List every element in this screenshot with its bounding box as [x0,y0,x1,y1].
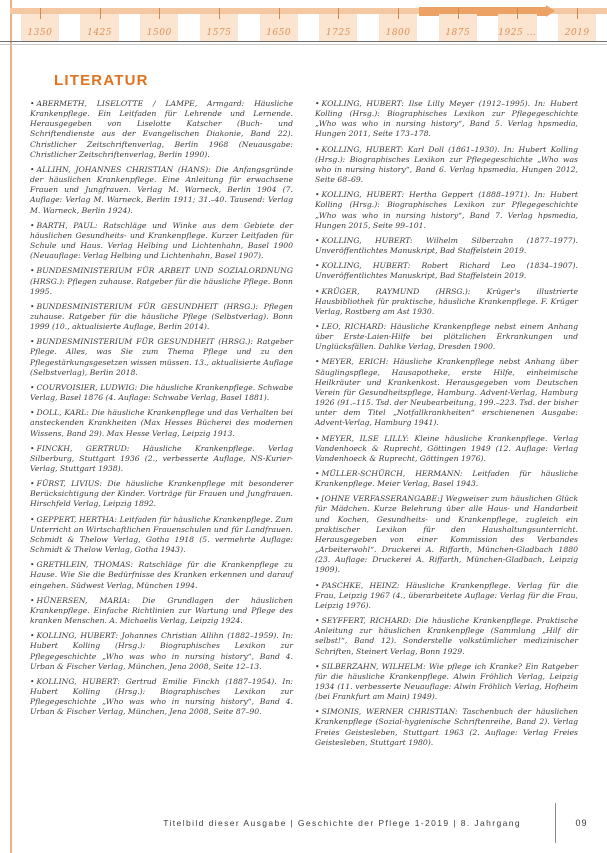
timeline [0,0,607,46]
timeline-rule-light [0,44,607,45]
timeline-year-label: 1800 [385,28,411,38]
bibliography-entry [30,560,293,590]
page-number: 09 [575,817,588,828]
timeline-year [368,14,428,41]
entry-text: KOLLING, HUBERT: Gertrud Emilie Finckh (1887–1954). In: Hubert Kolling (Hrsg.): Biographisches Lexikon zur Pflegegeschichte „Who was who in nursing history“, Band 4. Urban & Fischer Verlag, München, Jena 2008, Seite 87–90. [30,676,293,717]
timeline-tick-icon [279,8,280,19]
entry-bullet-icon: • [30,337,35,347]
entry-text: ALLIHN, JOHANNES CHRISTIAN (HANS): Die Anfangsgründe der häuslichen Krankenpflege. Eine Anleitung für erwachsene Frauen und Jungfrauen. Verlag M. Warneck, Berlin 1904 (7. Auflage: Verlag M. Warneck, Berlin 1911; 31.–40. Tausend: Verlag M. Warneck, Berlin 1924). [30,164,293,215]
entry-bullet-icon: • [315,235,320,245]
timeline-year [70,14,130,41]
entry-text: LEO, RICHARD: Häusliche Krankenpflege nebst einem Anhang über Erste-Laien-Hilfe bei plötzlichen Erkrankungen und Unglücksfällen. Dahlke Verlag, Dresden 1900. [315,321,578,352]
entry-bullet-icon: • [315,99,320,108]
footer-caption: Titelbild dieser Ausgabe | Geschichte der Pflege 1-2019 | 8. Jahrgang [163,817,521,828]
bibliography-entry [315,190,578,231]
bibliography-entry [30,99,293,160]
entry-text: BUNDESMINISTERIUM FÜR GESUNDHEIT (HRSG.): Pflegen zuhause. Ratgeber für die häusliche Pflege (Selbstverlag). Bonn 1999 (10., aktualisierte Auflage, Berlin 2014). [30,301,293,332]
timeline-year-label: 1500 [146,28,172,38]
timeline-year-label: 1725 [325,28,351,38]
entry-bullet-icon: • [30,220,35,230]
bibliography-entry [30,408,293,438]
entry-text: HÜNERSEN, MARIA: Die Grundlagen der häuslichen Krankenpflege. Einfache Richtlinien zur Wartung und Pflege des kranken Menschen. A. Michaelis Verlag, Leipzig 1924. [30,595,293,626]
entry-text: ABERMETH, LISELOTTE / LAMPE, Armgard: Häusliche Krankenpflege. Ein Leitfaden für Lehrende und Lernende. Herausgegeben von Liselotte Katscher (Buch- und Schriftendienste aus der Evangelischen Diakonie, Band 22). Christlicher Zeitschriftenverlag, Berlin 1968 (Neuausgabe: Christlicher Zeitschriftenverlag, Berlin 1990). [30,99,293,159]
timeline-year [129,14,189,41]
bibliography-entry [315,581,578,611]
timeline-year [547,14,607,41]
entry-text: SILBERZAHN, WILHELM: Wie pflege ich Kranke? Ein Ratgeber für die häusliche Krankenpflege. Alwin Fröhlich Verlag, Leipzig 1934 (11. verbesserte Neuauflage: Alwin Fröhlich Verlag, Hofheim (bei Frankfurt am Main) 1949). [315,661,578,702]
entry-text: MÜLLER-SCHÜRCH, HERMANN: Leitfaden für häusliche Krankenpflege. Meier Verlag, Basel 1943. [315,469,578,489]
timeline-years [10,14,607,41]
entry-text: SEYFFERT, RICHARD: Die häusliche Krankenpflege. Praktische Anleitung zur häuslichen Krankenpflege (Sammlung „Hilf dir selbst!“, Band 12). Sonderstelle volkstümlicher medizinischer Schriften, Steinert Verlag, Bonn 1929. [315,616,578,656]
entry-text: KOLLING, HUBERT: Wilhelm Silberzahn (1877–1977). Unveröffentlichtes Manuskript, Bad Staffelstein 2019. [315,235,578,256]
timeline-year-label: 1575 [206,28,232,38]
entry-bullet-icon: • [315,144,320,154]
bibliography-entry [30,302,293,332]
bibliography-entry [30,677,293,718]
timeline-year-label: 1875 [445,28,471,38]
timeline-year [249,14,309,41]
entry-bullet-icon: • [315,580,320,590]
timeline-year [309,14,369,41]
entry-text: KOLLING, HUBERT: Robert Richard Leo (1834–1907). Unveröffentlichtes Manuskript, Bad Staffelstein 2019. [315,261,578,281]
bibliography-entry [315,434,578,464]
timeline-tick-icon [398,8,399,19]
entry-text: COURVOISIER, LUDWIG: Die häusliche Krankenpflege. Schwabe Verlag, Basel 1876 (4. Auflage: Schwabe Verlag, Basel 1881). [30,382,293,403]
entry-bullet-icon: • [30,631,35,641]
timeline-tick-icon [100,8,101,19]
bibliography-entry [30,596,293,626]
timeline-year [428,14,488,41]
bibliography-entry [30,266,293,296]
bibliography-entry [315,357,578,428]
entry-text: KOLLING, HUBERT: Hertha Geppert (1888–1971). In: Hubert Kolling (Hrsg.): Biographisches Lexikon zur Pflegegeschichte „Who was who in nursing history“, Band 7. Verlag hpsmedia, Hungen 2015, Seite 99–101. [315,190,578,230]
entry-bullet-icon: • [315,433,320,443]
entry-text: [OHNE VERFASSERANGABE:] Wegweiser zum häuslichen Glück für Mädchen. Kurze Belehrung über alle Haus- und Handarbeit und Kochen, Gesundheits- und Krankenpflege, zugleich ein praktischer Lexikon für den Haushaltungsunterricht. Herausgegeben von einer Kommission des Verbandes „Arbeiterwohl“. Druckerei A. Riffarth, München-Gladbach 1880 (23. Auflage: Druckerei A. Riffarth, München-Gladbach, Leipzig 1909). [315,494,578,575]
bibliography-entry [315,287,578,317]
timeline-year-label: 1650 [266,28,292,38]
bibliography-entry [315,322,578,352]
bibliography-entry [30,444,293,474]
timeline-year [488,14,548,41]
entry-text: GEPPERT, HERTHA: Leitfaden für häusliche Krankenpflege. Zum Unterricht an Wirtschaftlichen Frauenschulen und für Landfrauen. Schmidt & Thelow Verlag, Gotha 1918 (5. vermehrte Auflage: Schmidt & Thelow Verlag, Gotha 1943). [30,514,293,555]
entry-text: MEYER, ILSE LILLY: Kleine häusliche Krankenpflege. Verlag Vandenhoeck & Ruprecht, Göttingen 1949 (12. Auflage: Verlag Vandenhoeck & Ruprecht, Göttingen 1976). [315,433,578,463]
bibliography-entry [30,383,293,403]
entry-bullet-icon: • [315,661,320,671]
bibliography-entry [315,261,578,281]
entry-bullet-icon: • [30,676,35,686]
entry-text: GRETHLEIN, THOMAS: Ratschläge für die Krankenpflege zu Hause. Wie Sie die Bedürfnisse des Kranken erkennen und darauf eingehen. Südwest Verlag, München 1994. [30,560,293,590]
bibliography-entry [315,616,578,657]
timeline-year-label: 1925 ... [498,28,537,38]
entry-bullet-icon: • [30,595,35,605]
bibliography-entry [30,221,293,262]
bibliography-columns [30,99,578,753]
bibliography-entry [315,494,578,575]
entry-bullet-icon: • [30,164,35,174]
bibliography-entry [315,662,578,703]
bibliography-entry [315,236,578,256]
timeline-tick-icon [40,8,41,19]
entry-text: BARTH, PAUL: Ratschläge und Winke aus dem Gebiete der häuslichen Gesundheits- und Krankenpflege. Kurzer Leitfaden für Schule und Haus. Verlag Helbing und Lichtenhahn, Basel 1900 (Neuauflage: Verlag Helbing und Lichtenhahn, Basel 1907). [30,220,293,261]
bibliography-entry [315,469,578,489]
bibliography-entry [315,145,578,186]
timeline-tick-icon [458,8,459,19]
timeline-tick-icon [577,8,578,19]
bibliography-column-left [30,99,293,753]
entry-bullet-icon: • [30,479,35,489]
entry-text: BUNDESMINISTERIUM FÜR GESUNDHEIT (HRSG.): Ratgeber Pflege. Alles, was Sie zum Thema Pflege und zu den Pflegestärkungsgesetzen wissen müssen. 13., aktualisierte Auflage (Selbstverlag), Berlin 2018. [30,337,293,377]
timeline-year-label: 1425 [87,28,112,38]
timeline-rule-dark [0,41,607,42]
entry-bullet-icon: • [30,382,35,392]
entry-text: FINCKH, GERTRUD: Häusliche Krankenpflege. Verlag Silberburg, Stuttgart 1936 (2., verbesserte Auflage, NS-Kurier-Verlag, Stuttgart 1938). [30,443,293,473]
entry-bullet-icon: • [30,443,35,453]
entry-bullet-icon: • [315,707,320,717]
entry-text: PASCHKE, HEINZ: Häusliche Krankenpflege. Verlag für die Frau, Leipzig 1967 (4., überarbeitete Auflage: Verlag für die Frau, Leipzig 1976). [315,580,578,610]
entry-bullet-icon: • [30,560,35,570]
page-footer [0,799,607,846]
entry-text: MEYER, ERICH: Häusliche Krankenpflege nebst Anhang über Säuglingspflege, Hausapotheke, erste Hilfe, einheimische Heilkräuter und Krankenkost. Herausgegeben vom Deutschen Verein für Gesundheitspflege, Hamburg. Advent-Verlag, Hamburg 1926 (91.–115. Tsd. der Neubearbeitung, 199.–223. Tsd. der bisher unter dem Titel „Notfallkrankheiten“ erschienenen Ausgabe: Advent-Verlag, Hamburg 1941). [315,357,578,428]
bibliography-entry [30,631,293,672]
entry-bullet-icon: • [315,321,320,331]
timeline-year-label: 2019 [564,28,590,38]
timeline-year [189,14,249,41]
entry-bullet-icon: • [30,99,35,108]
bibliography-entry [30,479,293,509]
bibliography-entry [315,99,578,140]
entry-text: KRÜGER, RAYMUND (HRSG.): Krüger's illustrierte Hausbibliothek für praktische, häusliche Krankenpflege. F. Krüger Verlag, Rostberg am Ast 1930. [315,286,578,316]
entry-text: BUNDESMINISTERIUM FÜR ARBEIT UND SOZIALORDNUNG (HRSG.): Pflegen zuhause. Ratgeber für die häusliche Pflege. Bonn 1995. [30,266,293,296]
bibliography-entry [30,337,293,378]
page-title: LITERATUR [54,72,149,89]
entry-bullet-icon: • [315,494,320,504]
entry-bullet-icon: • [30,266,35,276]
bibliography-entry [315,707,578,748]
timeline-tick-icon [338,8,339,19]
bibliography-entry [30,515,293,556]
entry-text: FÜRST, LIVIUS: Die häusliche Krankenpflege mit besonderer Berücksichtigung der Kinder. Vorträge für Frauen und Jungfrauen. Hirschfeld Verlag, Leipzig 1892. [30,479,293,509]
bibliography-entry [30,165,293,216]
entry-bullet-icon: • [315,616,320,626]
entry-bullet-icon: • [30,301,35,311]
entry-text: KOLLING, HUBERT: Karl Doll (1861–1930). In: Hubert Kolling (Hrsg.): Biographisches Lexikon zur Pflegegeschichte „Who was who in nursing history“, Band 6. Verlag hpsmedia, Hungen 2012, Seite 68–69. [315,144,578,185]
main-content [30,72,578,753]
timeline-year-label: 1350 [27,28,53,38]
entry-bullet-icon: • [315,357,320,367]
entry-bullet-icon: • [315,469,320,478]
entry-bullet-icon: • [30,408,35,418]
entry-bullet-icon: • [315,190,320,200]
entry-bullet-icon: • [315,286,320,296]
timeline-tick-icon [219,8,220,19]
entry-text: SIMONIS, WERNER CHRISTIAN: Taschenbuch der häuslichen Krankenpflege (Sozial-hygienische Schriftenreihe, Band 2). Verlag Freies Geistesleben, Stuttgart 1963 (2. Auflage: Verlag Freies Geistesleben, Stuttgart 1980). [315,707,578,747]
bibliography-column-right [315,99,578,753]
timeline-tick-icon [159,8,160,19]
left-margin-rule [10,0,12,853]
entry-bullet-icon: • [30,514,35,524]
timeline-tick-icon [517,8,518,19]
entry-text: DOLL, KARL: Die häusliche Krankenpflege und das Verhalten bei ansteckenden Krankheiten (Max Hesses Bücherei des modernen Wissens, Band 29). Max Hesse Verlag, Leipzig 1913. [30,408,293,438]
entry-text: KOLLING, HUBERT: Johannes Christian Allihn (1882–1959). In: Hubert Kolling (Hrsg.): Biographisches Lexikon zur Pflegegeschichte „Who was who in nursing history“, Band 4. Urban & Fischer Verlag, München, Jena 2008, Seite 12–13. [30,631,293,671]
timeline-year [10,14,70,41]
entry-text: KOLLING, HUBERT: Ilse Lilly Meyer (1912–1995). In: Hubert Kolling (Hrsg.): Biographisches Lexikon zur Pflegegeschichte „Who was who in nursing history“, Band 5. Verlag hpsmedia, Hungen 2011, Seite 173–178. [315,99,578,139]
entry-bullet-icon: • [315,261,320,271]
